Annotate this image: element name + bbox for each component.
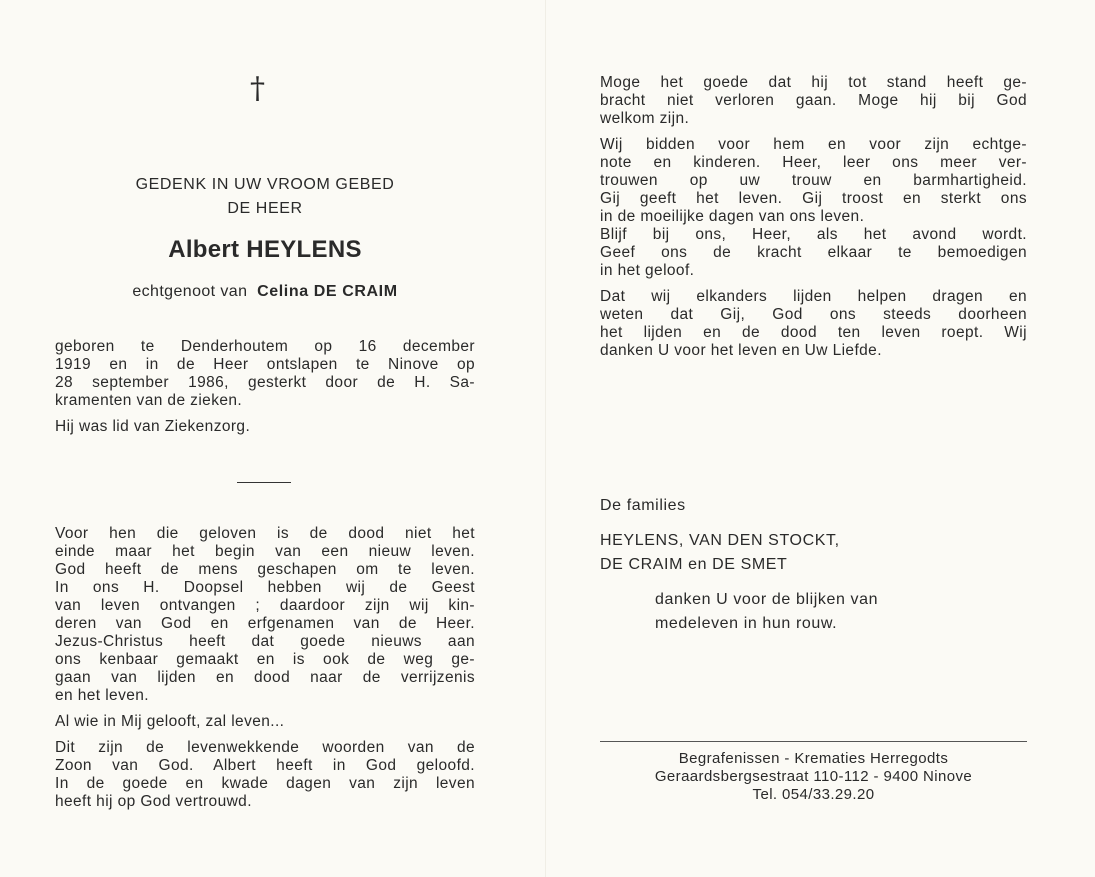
text-line: van leven ontvangen ; daardoor zijn wij kin-: [55, 597, 475, 614]
text-line: Dit zijn de levenwekkende woorden van de: [55, 739, 475, 756]
bio-paragraph: [55, 338, 475, 410]
prayer-paragraph-2: [600, 136, 1027, 280]
card-fold: [545, 0, 546, 877]
bio-line: kramenten van de zieken.: [55, 392, 243, 409]
text-line: einde maar het begin van een nieuw leven.: [55, 543, 475, 560]
text-line: note en kinderen. Heer, leer ons meer ver-: [600, 154, 1027, 171]
deceased-name: Albert HEYLENS: [168, 236, 362, 263]
text-line: Jezus-Christus heeft dat goede nieuws aan: [55, 633, 475, 650]
prayer-block: [600, 74, 1027, 360]
spouse-line: [60, 283, 470, 301]
member-line: Hij was lid van Ziekenzorg.: [55, 418, 251, 435]
text-line: Blijf bij ons, Heer, als het avond wordt.: [600, 226, 1027, 243]
text-line: en het leven.: [55, 687, 149, 704]
prayer-paragraph-3: [600, 288, 1027, 360]
bio-line: 28 september 1986, gesterkt door de H. Sa-: [55, 374, 475, 391]
text-line: Wij bidden voor hem en voor zijn echtge-: [600, 136, 1027, 153]
families-line-2: DE CRAIM en DE SMET: [600, 556, 788, 573]
footer-line-3: Tel. 054/33.29.20: [752, 786, 875, 803]
text-line: Moge het goede dat hij tot stand heeft ge-: [600, 74, 1027, 91]
text-line: het lijden en de dood ten leven roept. Wij: [600, 324, 1027, 341]
divider: [237, 482, 291, 483]
text-line: welkom zijn.: [600, 110, 690, 127]
text-line: In de goede en kwade dagen van zijn leven: [55, 775, 475, 792]
text-line: Dat wij elkanders lijden helpen dragen en: [600, 288, 1027, 305]
footer-line-2: Geraardsbergsestraat 110-112 - 9400 Ninove: [654, 768, 973, 785]
text-line: weten dat Gij, God ons steeds doorheen: [600, 306, 1027, 323]
text-line: heeft hij op God vertrouwd.: [55, 793, 252, 810]
bio-line: geboren te Denderhoutem op 16 december: [55, 338, 475, 355]
header-line-2: DE HEER: [227, 200, 303, 217]
funeral-home-footer: [600, 750, 1027, 804]
text-line: In ons H. Doopsel hebben wij de Geest: [55, 579, 475, 596]
text-line: Zoon van God. Albert heeft in God geloofd.: [55, 757, 475, 774]
bio-line: 1919 en in de Heer ontslapen te Ninove op: [55, 356, 475, 373]
families-line-1: HEYLENS, VAN DEN STOCKT,: [600, 532, 840, 549]
text-line: in het geloof.: [600, 262, 695, 279]
text-line: trouwen op uw trouw en barmhartigheid.: [600, 172, 1027, 189]
spouse-prefix: echtgenoot van: [132, 283, 248, 300]
cross-icon: †: [250, 71, 265, 106]
text-line: in de moeilijke dagen van ons leven.: [600, 208, 865, 225]
text-line: Geef ons de kracht elkaar te bemoedigen: [600, 244, 1027, 261]
text-line: deren van God en erfgenamen van de Heer.: [55, 615, 475, 632]
footer-divider: [600, 741, 1027, 742]
families-label: De families: [600, 497, 686, 514]
text-line: bracht niet verloren gaan. Moge hij bij God: [600, 92, 1027, 109]
text-block-1: [55, 525, 475, 811]
text-line: Gij geeft het leven. Gij troost en sterkt ons: [600, 190, 1027, 207]
text-line: Voor hen die geloven is de dood niet het: [55, 525, 475, 542]
prayer-paragraph-1: [600, 74, 1027, 128]
text-line: God heeft de mens geschapen om te leven.: [55, 561, 475, 578]
faith-paragraph: [55, 525, 475, 705]
text-line: gaan van lijden en dood naar de verrijzenis: [55, 669, 475, 686]
text-line: danken U voor het leven en Uw Liefde.: [600, 342, 882, 359]
text-line: ons kenbaar gemaakt en is ook de weg ge-: [55, 651, 475, 668]
quote-line: Al wie in Mij gelooft, zal leven...: [55, 713, 285, 730]
spouse-name: Celina DE CRAIM: [257, 283, 398, 300]
bio-block: [55, 338, 475, 436]
thanks-line-1: danken U voor de blijken van: [655, 591, 879, 608]
words-paragraph: [55, 739, 475, 811]
thanks-line-2: medeleven in hun rouw.: [655, 615, 838, 632]
header-line-1: GEDENK IN UW VROOM GEBED: [135, 176, 395, 193]
footer-line-1: Begrafenissen - Krematies Herregodts: [678, 750, 949, 767]
